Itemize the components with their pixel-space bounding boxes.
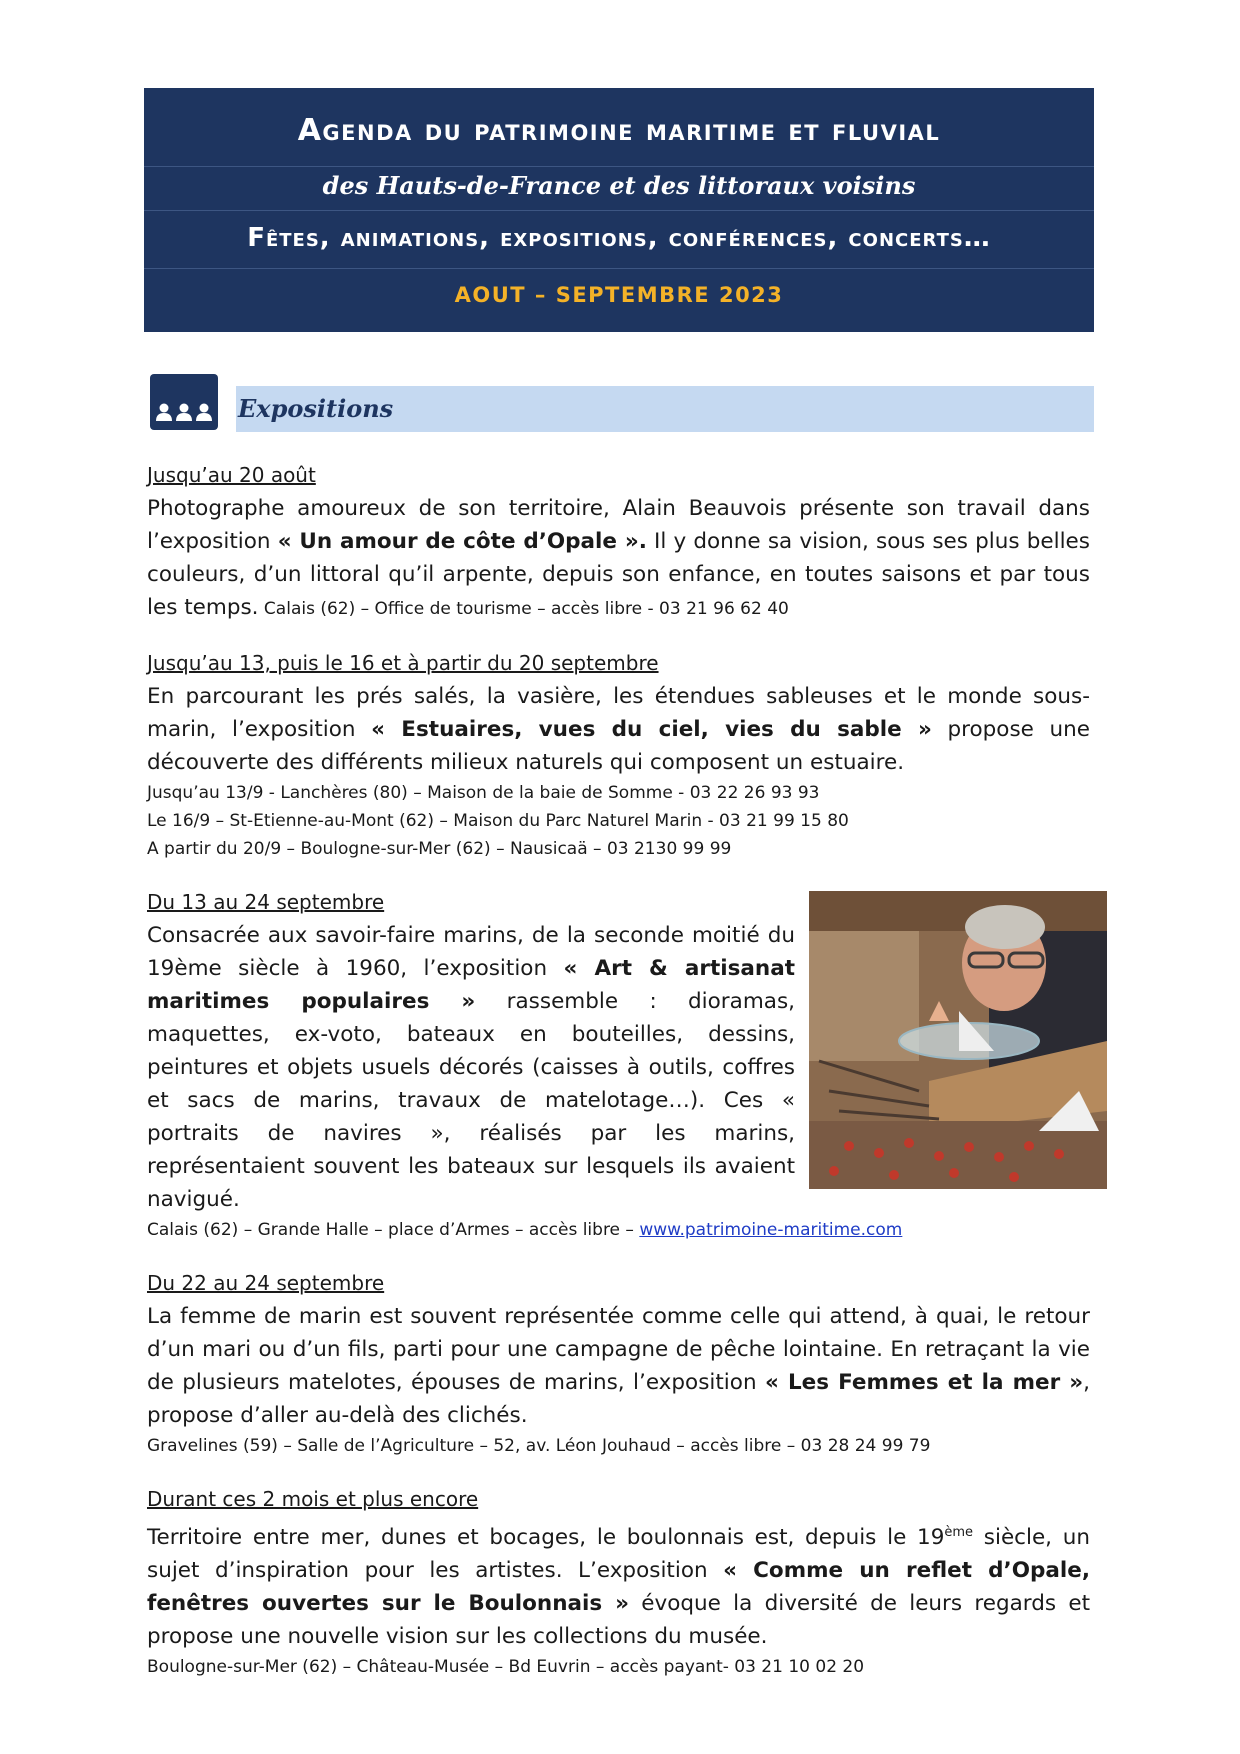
event-date: Jusqu’au 20 août — [147, 463, 316, 487]
event-text: , propose d’aller au-delà des clichés. — [147, 1370, 1090, 1428]
event-exhibition-title: « Estuaires, vues du ciel, vies du sable » — [371, 717, 932, 742]
event-venue-info — [147, 1216, 1090, 1244]
event-text: En parcourant les prés salés, la vasière, les étendues sableuses et le monde sous-marin, l’exposition — [147, 684, 1090, 742]
craftsman-photo — [809, 891, 1107, 1189]
venue-line: A partir du 20/9 – Boulogne-sur-Mer (62) – Nausicaä – 03 2130 99 99 — [147, 839, 732, 859]
event-text: Il y donne sa vision, sous ses plus belles couleurs, d’un littoral qu’il arpente, depuis son enfance, en toutes saisons et par tous les temps. — [147, 529, 1090, 620]
event-venue-info — [147, 779, 1090, 863]
event-date: Jusqu’au 13, puis le 16 et à partir du 20 septembre — [147, 651, 659, 675]
event-venue-info: Calais (62) – Office de tourisme – accès libre - 03 21 96 62 40 — [258, 599, 789, 619]
venue-line: Jusqu’au 13/9 - Lanchères (80) – Maison de la baie de Somme - 03 22 26 93 93 — [147, 783, 820, 803]
agenda-subtitle: des Hauts-de-France et des littoraux voisins — [322, 171, 916, 200]
patrimoine-maritime-link[interactable]: www.patrimoine-maritime.com — [639, 1220, 903, 1240]
agenda-title: Agenda du patrimoine maritime et fluvial — [297, 113, 941, 148]
event-text: La femme de marin est souvent représentée comme celle qui attend, à quai, le retour d’un mari ou d’un fils, parti pour une campagne de pêche lointaine. En retraçant la vie de plusieurs matelotes, épouses de marins, l’exposition — [147, 1304, 1090, 1395]
event-entry — [147, 458, 1090, 624]
event-exhibition-title: « Art & artisanat maritimes populaires » — [147, 956, 795, 1014]
event-date: Du 22 au 24 septembre — [147, 1271, 385, 1295]
event-entry — [147, 1266, 1090, 1460]
event-text: Photographe amoureux de son territoire, Alain Beauvois présente son travail dans l’exposition — [147, 496, 1090, 554]
header-banner — [144, 88, 1094, 332]
event-description — [147, 1300, 1090, 1432]
event-date: Du 13 au 24 septembre — [147, 890, 385, 914]
event-entry — [147, 646, 1090, 863]
event-description — [147, 680, 1090, 779]
event-text: évoque la diversité de leurs regards et propose une nouvelle vision sur les collections du musée. — [147, 1591, 1090, 1650]
event-venue-info: Gravelines (59) – Salle de l’Agriculture – 52, av. Léon Jouhaud – accès libre – 03 28 24 99 79 — [147, 1436, 931, 1456]
header-divider — [144, 268, 1094, 269]
event-text: Consacrée aux savoir-faire marins, de la seconde moitié du 19ème siècle à 1960, l’exposition — [147, 923, 795, 981]
event-date: Durant ces 2 mois et plus encore — [147, 1487, 479, 1511]
event-text: rassemble : dioramas, maquettes, ex-voto, bateaux en bouteilles, dessins, peintures et objets usuels décorés (caisses à outils, coffres et sacs de marins, travaux de matelotage…). Ces « portraits de navires », réalisés par les marins, représentaient souvent les bateaux sur lesquels ils avaient navigué. — [147, 989, 795, 1212]
event-entry — [147, 885, 1090, 1244]
superscript: ème — [944, 1525, 974, 1540]
event-entry — [147, 1482, 1090, 1681]
venue-line: Calais (62) – Grande Halle – place d’Armes – accès libre – — [147, 1220, 640, 1240]
agenda-period: AOUT – SEPTEMBRE 2023 — [454, 283, 784, 307]
venue-line: Le 16/9 – St-Etienne-au-Mont (62) – Maison du Parc Naturel Marin - 03 21 99 15 80 — [147, 811, 849, 831]
section-title: Expositions — [238, 394, 394, 423]
agenda-tagline: Fêtes, animations, expositions, conférences, concerts… — [247, 223, 991, 253]
event-description — [147, 1516, 1090, 1653]
people-group-icon — [150, 374, 218, 430]
events-list — [147, 458, 1090, 1703]
event-exhibition-title: « Comme un reflet d’Opale, fenêtres ouvertes sur le Boulonnais » — [147, 1558, 1090, 1617]
header-divider — [144, 210, 1094, 211]
event-venue-info: Boulogne-sur-Mer (62) – Château-Musée – Bd Euvrin – accès payant- 03 21 10 02 20 — [147, 1657, 865, 1678]
event-description — [147, 492, 1090, 624]
event-exhibition-title: « Un amour de côte d’Opale ». — [277, 529, 647, 554]
event-text: propose une découverte des différents milieux naturels qui composent un estuaire. — [147, 717, 1090, 775]
event-text: siècle, un sujet d’inspiration pour les artistes. L’exposition — [147, 1525, 1090, 1584]
event-exhibition-title: « Les Femmes et la mer » — [764, 1370, 1084, 1395]
event-text: Territoire entre mer, dunes et bocages, le boulonnais est, depuis le 19 — [147, 1525, 945, 1551]
